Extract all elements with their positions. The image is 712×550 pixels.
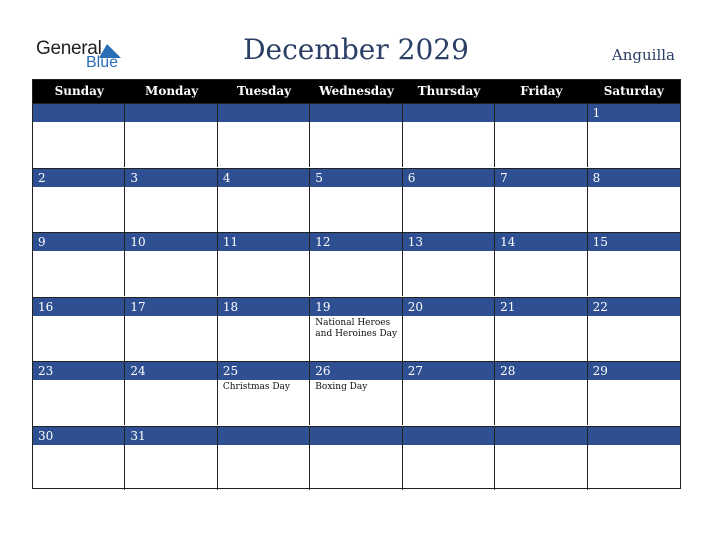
day-cell [125,426,217,490]
day-number: 27 [403,362,494,380]
day-cell [495,297,587,361]
day-cell [310,232,402,296]
day-cell [588,232,680,296]
day-number [125,104,216,122]
logo-word-blue: Blue [86,54,119,71]
weekday-wednesday: Wednesday [319,84,394,98]
weekday-friday: Friday [520,84,563,98]
holiday-label: National Heroes and Heroines Day [315,317,398,339]
day-number: 7 [495,169,586,187]
week-row [33,361,680,425]
week-row [33,426,680,490]
day-number [218,104,309,122]
day-number: 28 [495,362,586,380]
calendar-grid [32,79,681,489]
day-cell [218,297,310,361]
day-number [310,104,401,122]
week-row [33,297,680,361]
day-number: 13 [403,233,494,251]
day-number [588,427,680,445]
week-row [33,103,680,167]
week-row [33,168,680,232]
day-number: 2 [33,169,124,187]
day-cell [218,232,310,296]
day-number: 11 [218,233,309,251]
day-number: 8 [588,169,680,187]
day-cell [33,426,125,490]
weekday-sunday: Sunday [54,84,104,98]
day-cell [218,426,310,490]
day-cell [495,361,587,425]
day-cell [125,297,217,361]
day-cell [403,426,495,490]
day-number: 21 [495,298,586,316]
day-cell [218,103,310,167]
day-cell [310,361,402,425]
day-number: 4 [218,169,309,187]
day-cell [495,232,587,296]
day-cell [403,361,495,425]
day-number: 16 [33,298,124,316]
day-number: 18 [218,298,309,316]
week-row [33,232,680,296]
day-cell [33,103,125,167]
weekday-thursday: Thursday [417,84,481,98]
day-cell [218,361,310,425]
day-cell [588,103,680,167]
day-cell [125,361,217,425]
day-cell [403,168,495,232]
day-number: 19 [310,298,401,316]
day-cell [403,103,495,167]
day-number: 24 [125,362,216,380]
day-number: 9 [33,233,124,251]
day-number [33,104,124,122]
logo-word-general: General [36,38,102,59]
day-cell [495,168,587,232]
day-number: 26 [310,362,401,380]
day-number [403,427,494,445]
day-cell [310,297,402,361]
page-title: December 2029 [243,33,469,66]
day-cell [588,426,680,490]
day-cell [33,168,125,232]
day-number: 30 [33,427,124,445]
day-cell [588,168,680,232]
day-cell [218,168,310,232]
day-number [495,427,586,445]
day-cell [310,426,402,490]
day-cell [588,297,680,361]
day-cell [33,232,125,296]
day-cell [403,297,495,361]
day-number: 3 [125,169,216,187]
day-cell [33,297,125,361]
day-cell [495,426,587,490]
weekday-tuesday: Tuesday [237,84,292,98]
day-number: 25 [218,362,309,380]
day-number: 22 [588,298,680,316]
day-number: 10 [125,233,216,251]
day-number: 1 [588,104,680,122]
day-number [403,104,494,122]
day-number [218,427,309,445]
day-cell [125,168,217,232]
weekday-monday: Monday [145,84,199,98]
day-number: 23 [33,362,124,380]
day-number: 17 [125,298,216,316]
day-number: 14 [495,233,586,251]
day-number [310,427,401,445]
day-cell [588,361,680,425]
day-cell [495,103,587,167]
day-number: 29 [588,362,680,380]
day-number: 20 [403,298,494,316]
day-cell [310,103,402,167]
day-number: 5 [310,169,401,187]
day-number: 6 [403,169,494,187]
day-cell [125,103,217,167]
region-label: Anguilla [611,46,675,64]
day-number: 31 [125,427,216,445]
holiday-label: Christmas Day [222,382,290,392]
day-cell [125,232,217,296]
day-number [495,104,586,122]
weekday-header-row [33,80,680,103]
day-cell [403,232,495,296]
day-cell [310,168,402,232]
day-number: 12 [310,233,401,251]
holiday-label: Boxing Day [315,382,368,392]
day-cell [33,361,125,425]
weekday-saturday: Saturday [603,84,664,98]
day-number: 15 [588,233,680,251]
